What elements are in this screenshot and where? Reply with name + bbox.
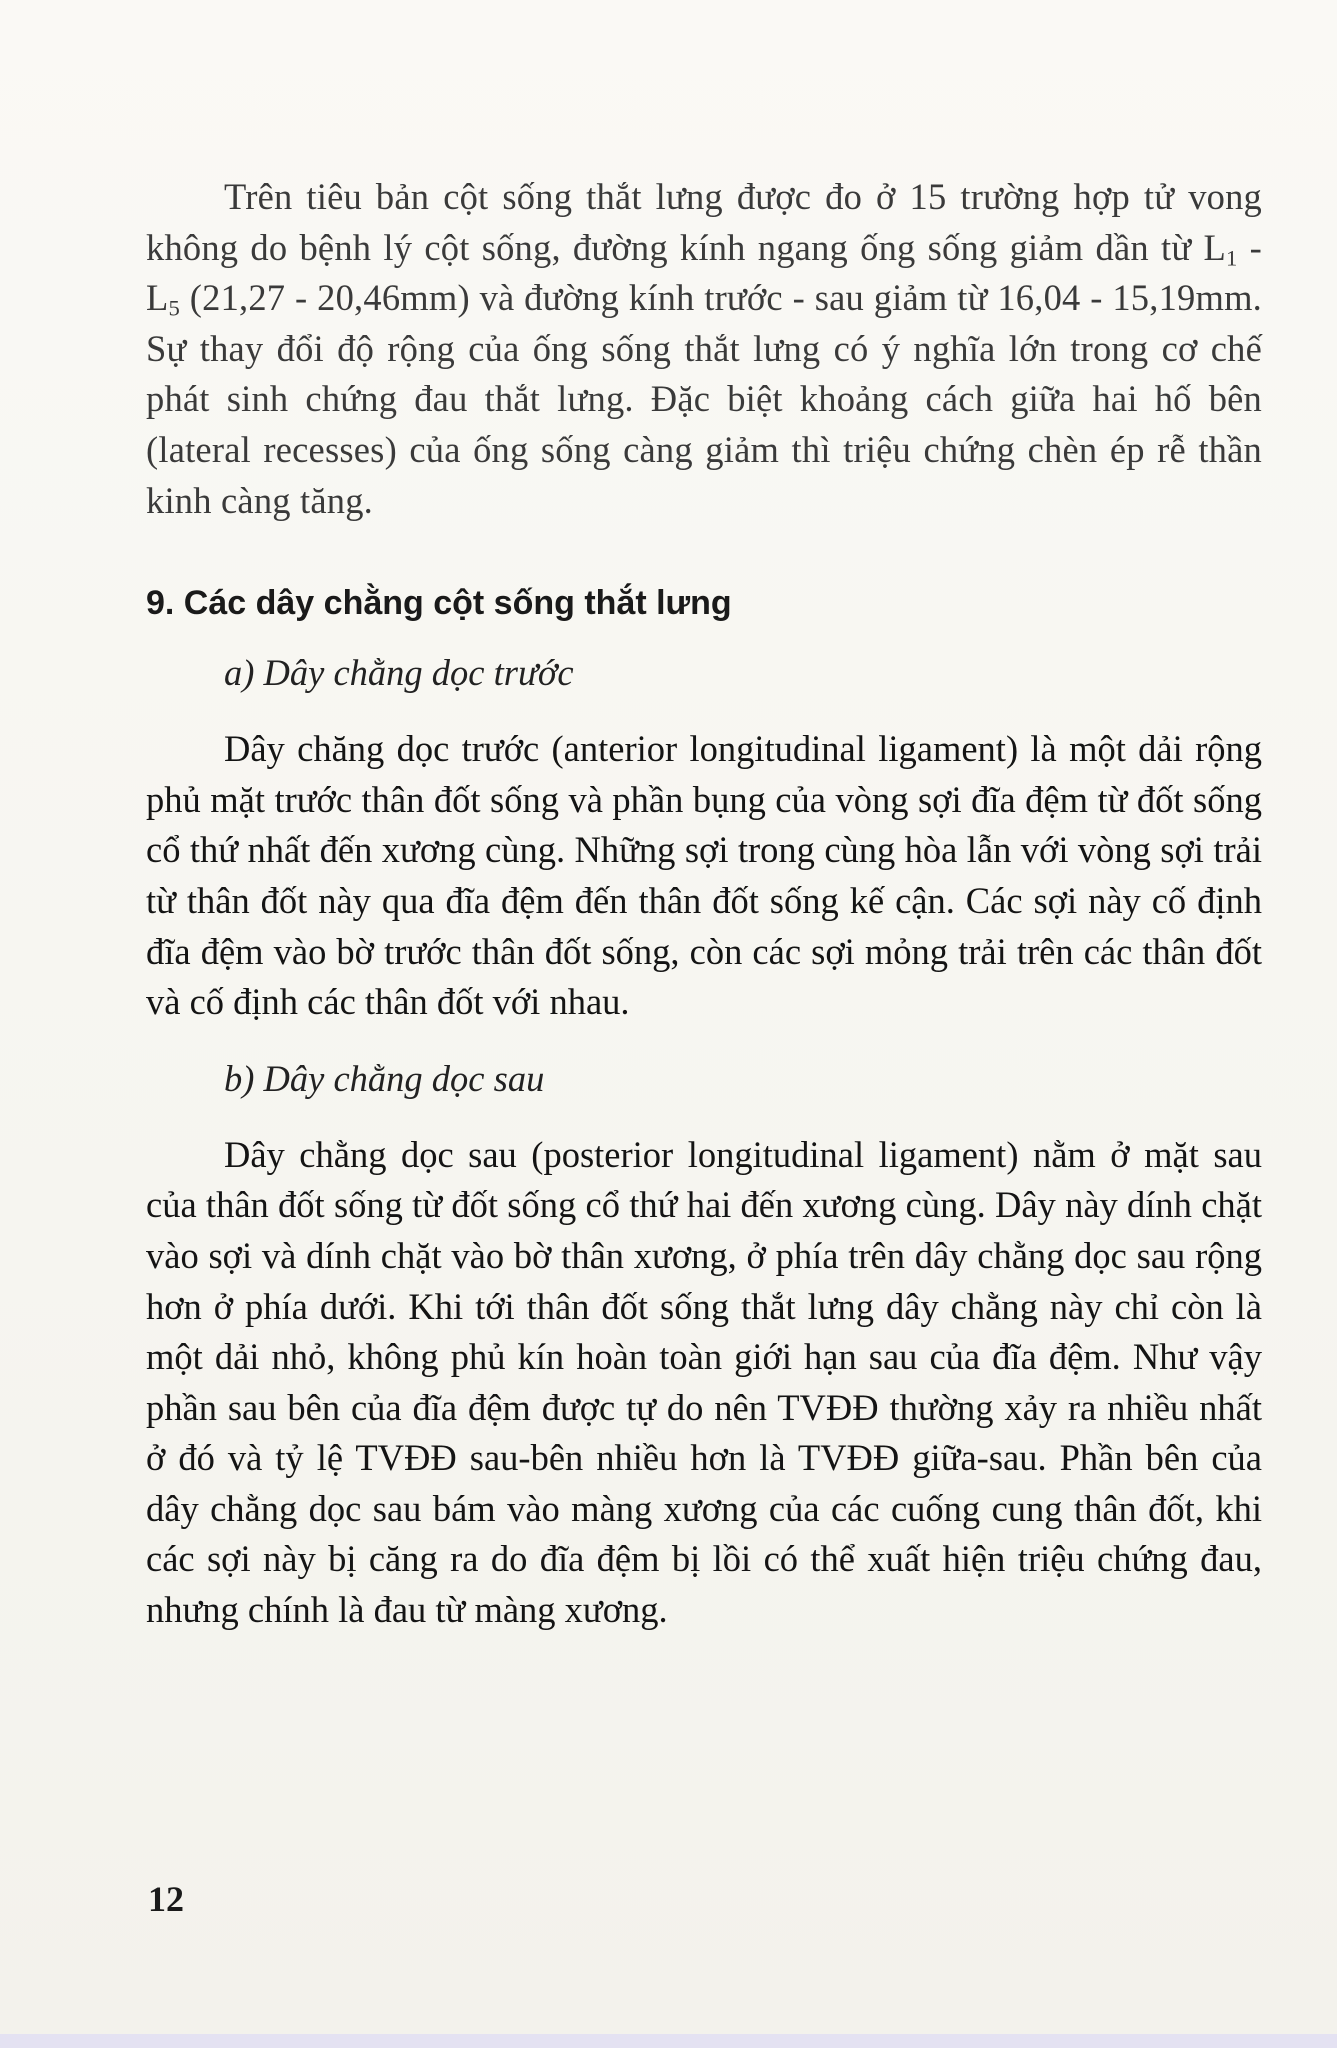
subsection-b-body: Dây chằng dọc sau (posterior longitudinal ligament) nằm ở mặt sau của thân đốt sống từ đốt sống cổ thứ hai đến xương cùng. Dây này dính chặt vào sợi và dính chặt vào bờ thân xương, ở phía trên dây chằng dọc sau rộng hơn ở phía dưới. Khi tới thân đốt sống thắt lưng dây chằng này chỉ còn là một dải nhỏ, không phủ kín hoàn toàn giới hạn sau của đĩa đệm. Như vậy phần sau bên của đĩa đệm được tự do nên TVĐĐ thường xảy ra nhiều nhất ở đó và tỷ lệ TVĐĐ sau-bên nhiều hơn là TVĐĐ giữa-sau. Phần bên của dây chằng dọc sau bám vào màng xương của các cuống cung thân đốt, khi các sợi này bị căng ra do đĩa đệm bị lồi có thể xuất hiện triệu chứng đau, nhưng chính là đau từ màng xương. [146, 1133, 1262, 1631]
intro-text-part2: - L [146, 226, 1263, 319]
subscript-5: 5 [168, 295, 181, 321]
subsection-a-title: a) Dây chằng dọc trước [224, 652, 574, 694]
intro-paragraph [146, 172, 1262, 526]
page-bottom-edge [0, 2034, 1337, 2048]
section-heading: 9. Các dây chằng cột sống thắt lưng [146, 584, 732, 623]
subscript-1: 1 [1225, 245, 1238, 271]
subsection-b-title: b) Dây chằng dọc sau [224, 1057, 545, 1099]
page-content [146, 172, 1262, 1636]
subsection-a-body: Dây chăng dọc trước (anterior longitudinal ligament) là một dải rộng phủ mặt trước thân đốt sống và phần bụng của vòng sợi đĩa đệm từ đốt sống cổ thứ nhất đến xương cùng. Những sợi trong cùng hòa lẫn với vòng sợi trải từ thân đốt này qua đĩa đệm đến thân đốt sống kế cận. Các sợi này cố định đĩa đệm vào bờ trước thân đốt sống, còn các sợi mỏng trải trên các thân đốt và cố định các thân đốt với nhau. [146, 728, 1262, 1023]
page-number: 12 [148, 1879, 184, 1919]
intro-text-part3: (21,27 - 20,46mm) và đường kính trước - sau giảm từ 16,04 - 15,19mm. Sự thay đổi độ rộng của ống sống thắt lưng có ý nghĩa lớn trong cơ chế phát sinh chứng đau thắt lưng. Đặc biệt khoảng cách giữa hai hố bên (lateral recesses) của ống sống càng giảm thì triệu chứng chèn ép rễ thần kinh càng tăng. [146, 277, 1262, 521]
intro-text-part1: Trên tiêu bản cột sống thắt lưng được đo ở 15 trường hợp tử vong không do bệnh lý cột sống, đường kính ngang ống sống giảm dần từ L [146, 176, 1262, 268]
